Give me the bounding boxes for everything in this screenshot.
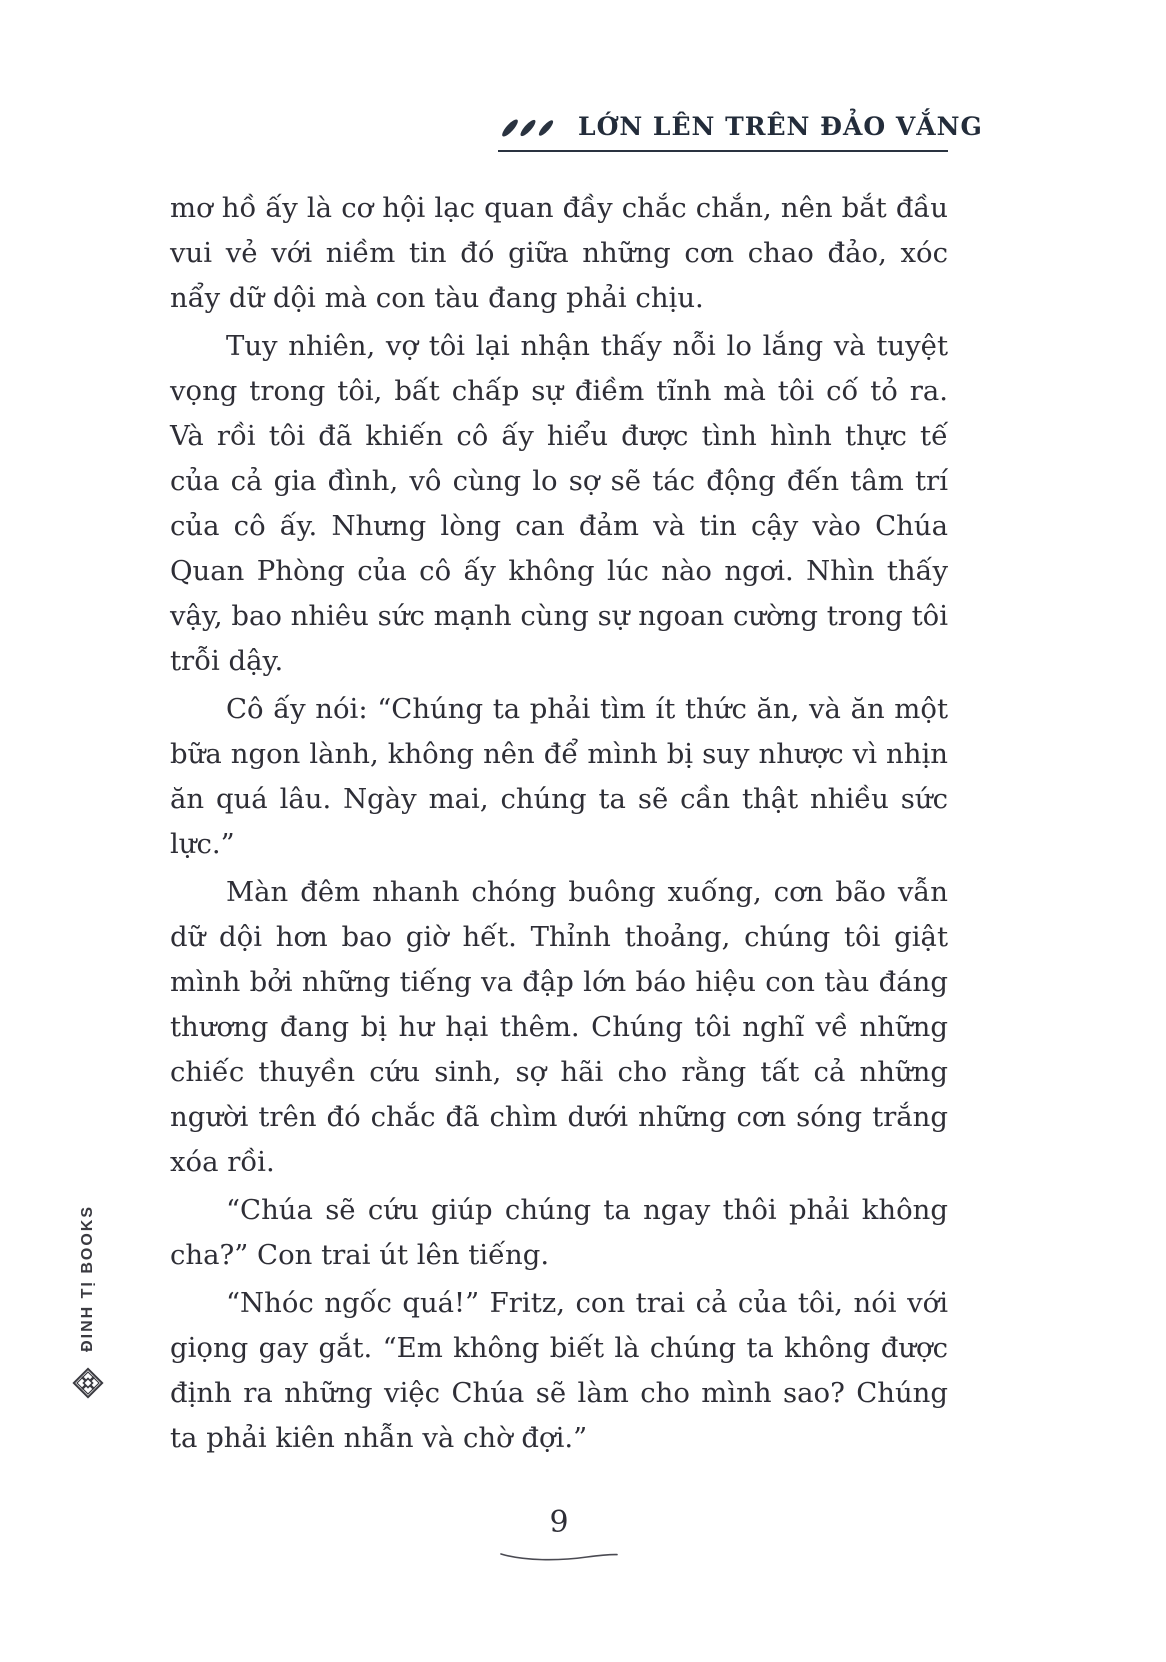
paragraph-6: “Nhóc ngốc quá!” Fritz, con trai cả của tôi, nói với giọng gay gắt. “Em không biết là chúng ta không được định ra những việc Chúa sẽ làm cho mình sao? Chúng ta phải kiên nhẫn và chờ đợi.” xyxy=(170,1287,948,1454)
running-head-title: LỚN LÊN TRÊN ĐẢO VẮNG xyxy=(578,112,983,141)
paragraph-3: Cô ấy nói: “Chúng ta phải tìm ít thức ăn, và ăn một bữa ngon lành, không nên để mình bị suy nhược vì nhịn ăn quá lâu. Ngày mai, chúng ta sẽ cần thật nhiều sức lực.” xyxy=(170,693,948,860)
leaf-ornament-icon xyxy=(498,115,564,141)
paragraph-1: mơ hồ ấy là cơ hội lạc quan đầy chắc chắn, nên bắt đầu vui vẻ với niềm tin đó giữa những cơn chao đảo, xóc nẩy dữ dội mà con tàu đang phải chịu. xyxy=(170,192,948,314)
paragraph-2: Tuy nhiên, vợ tôi lại nhận thấy nỗi lo lắng và tuyệt vọng trong tôi, bất chấp sự điềm tĩnh mà tôi cố tỏ ra. Và rồi tôi đã khiến cô ấy hiểu được tình hình thực tế của cả gia đình, vô cùng lo sợ sẽ tác động đến tâm trí của cô ấy. Nhưng lòng can đảm và tin cậy vào Chúa Quan Phòng của cô ấy không lúc nào ngơi. Nhìn thấy vậy, bao nhiêu sức mạnh cùng sự ngoan cường trong tôi trỗi dậy. xyxy=(170,330,948,677)
paragraph-5: “Chúa sẽ cứu giúp chúng ta ngay thôi phải không cha?” Con trai út lên tiếng. xyxy=(170,1194,948,1271)
publisher-name: ĐINH TỊ BOOKS xyxy=(79,1205,96,1352)
paragraph-4: Màn đêm nhanh chóng buông xuống, cơn bão vẫn dữ dội hơn bao giờ hết. Thỉnh thoảng, chúng tôi giật mình bởi những tiếng va đập lớn báo hiệu con tàu đáng thương đang bị hư hại thêm. Chúng tôi nghĩ về những chiếc thuyền cứu sinh, sợ hãi cho rằng tất cả những người trên đó chắc đã chìm dưới những cơn sóng trắng xóa rồi. xyxy=(170,876,948,1178)
body-text xyxy=(170,186,948,1464)
publisher-logo-icon xyxy=(71,1366,105,1400)
footer-flourish-icon xyxy=(499,1550,619,1562)
publisher-spine xyxy=(58,1205,118,1400)
page-footer xyxy=(170,1505,948,1562)
page-number: 9 xyxy=(549,1505,569,1540)
page-header xyxy=(498,112,983,152)
